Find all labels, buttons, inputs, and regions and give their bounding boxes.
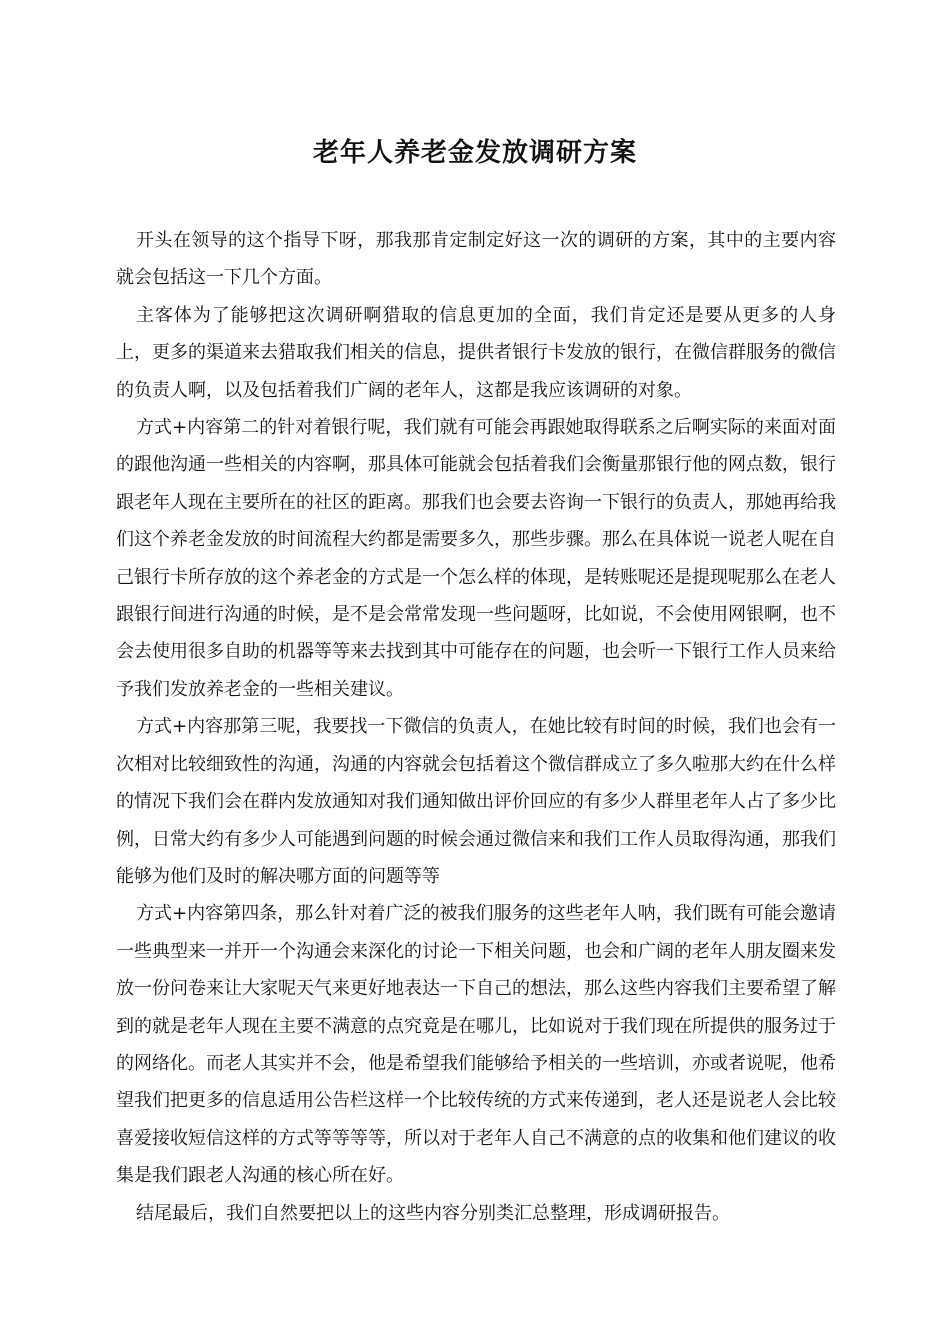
paragraph-bank: 方式+内容第二的针对着银行呢，我们就有可能会再跟她取得联系之后啊实际的来面对面的跟他沟通一些相关的内容啊，那具体可能就会包括着我们会衡量那银行他的网点数，银行跟老年人现在主要所在的社区的距离。那我们也会要去咨询一下银行的负责人，那她再给我们这个养老金发放的时间流程大约都是需要多久，那些步骤。那么在具体说一说老人呢在自己银行卡所存放的这个养老金的方式是一个怎么样的体现，是转账呢还是提现呢那么在老人跟银行间进行沟通的时候，是不是会常常发现一些问题呀，比如说，不会使用网银啊，也不会去使用很多自助的机器等等来去找到其中可能存在的问题，也会听一下银行工作人员来给予我们发放养老金的一些相关建议。 [116,417,836,700]
document-body [116,222,836,1232]
paragraph-subjects: 主客体为了能够把这次调研啊猎取的信息更加的全面，我们肯定还是要从更多的人身上，更多的渠道来去猎取我们相关的信息，提供者银行卡发放的银行，在微信群服务的微信的负责人啊，以及包括着我们广阔的老年人，这都是我应该调研的对象。 [116,304,836,401]
document-title: 老年人养老金发放调研方案 [312,138,637,168]
paragraph-intro: 开头在领导的这个指导下呀，那我那肯定制定好这一次的调研的方案，其中的主要内容就会包括这一下几个方面。 [116,230,836,289]
paragraph-conclusion: 结尾最后，我们自然要把以上的这些内容分别类汇总整理，形成调研报告。 [136,1202,730,1224]
paragraph-wechat: 方式+内容那第三呢，我要找一下微信的负责人，在她比较有时间的时候，我们也会有一次相对比较细致性的沟通，沟通的内容就会包括着这个微信群成立了多久啦那大约在什么样的情况下我们会在群内发放通知对我们通知做出评价回应的有多少人群里老年人占了多少比例，日常大约有多少人可能遇到问题的时候会通过微信来和我们工作人员取得沟通，那我们能够为他们及时的解决哪方面的问题等等 [116,716,836,887]
paragraph-elderly: 方式+内容第四条，那么针对着广泛的被我们服务的这些老年人呐，我们既有可能会邀请一些典型来一并开一个沟通会来深化的讨论一下相关问题，也会和广阔的老年人朋友圈来发放一份问卷来让大家呢天气来更好地表达一下自己的想法，那么这些内容我们主要希望了解到的就是老年人现在主要不满意的点究竟是在哪儿，比如说对于我们现在所提供的服务过于的网络化。而老人其实并不会，他是希望我们能够给予相关的一些培训，亦或者说呢，他希望我们把更多的信息适用公告栏这样一个比较传统的方式来传递到，老人还是说老人会比较喜爱接收短信这样的方式等等等等，所以对于老年人自己不满意的点的收集和他们建议的收集是我们跟老人沟通的核心所在好。 [116,903,836,1187]
